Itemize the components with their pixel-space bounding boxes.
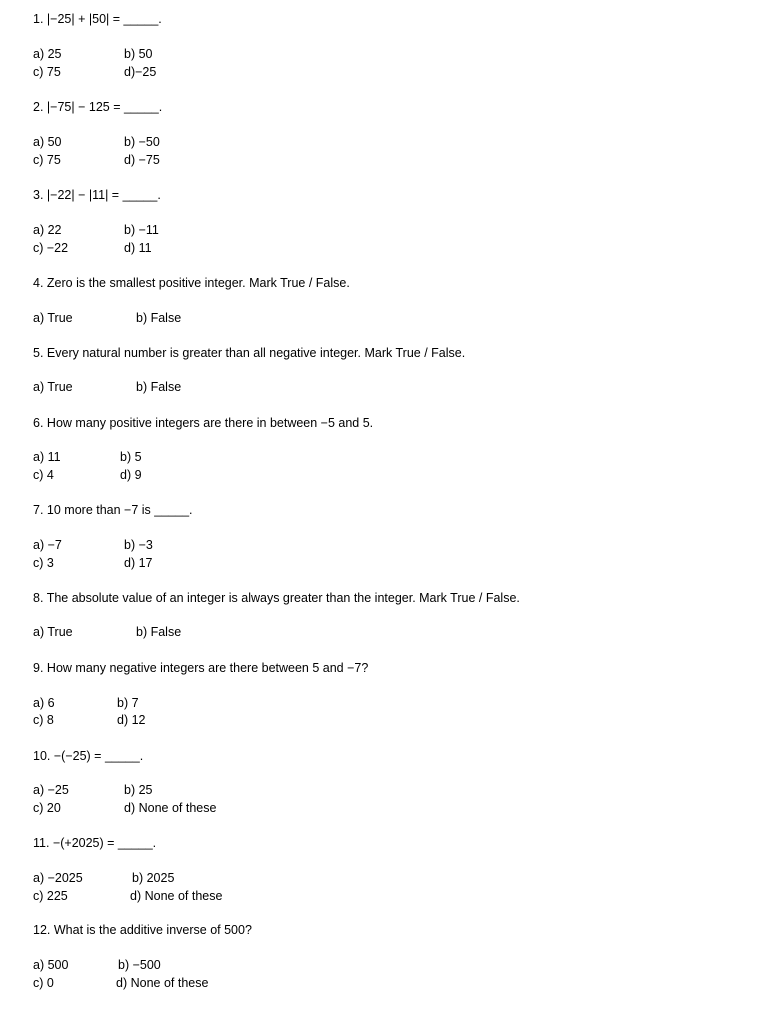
option-a: a) True xyxy=(33,311,73,325)
option-c: c) 8 xyxy=(33,713,54,727)
option-d: d)−25 xyxy=(124,65,157,79)
option-b: b) 7 xyxy=(117,696,139,710)
option-c: c) 0 xyxy=(33,976,54,990)
option-a: a) 500 xyxy=(33,958,69,972)
question-text: 10 more than −7 is _____. xyxy=(46,503,193,517)
question-text: |−75| − 125 = _____. xyxy=(46,100,163,114)
question-8 xyxy=(33,591,520,605)
question-text: −(+2025) = _____. xyxy=(52,836,157,850)
option-b: b) 50 xyxy=(124,47,153,61)
question-2 xyxy=(33,100,162,114)
question-text: Every natural number is greater than all negative integer. Mark True / False. xyxy=(46,346,466,360)
option-b: b) −3 xyxy=(124,538,153,552)
question-12 xyxy=(33,923,252,937)
question-3 xyxy=(33,188,161,202)
question-number: 2. xyxy=(33,100,44,114)
question-number: 5. xyxy=(33,346,44,360)
option-d: d) None of these xyxy=(124,801,217,815)
question-number: 6. xyxy=(33,416,44,430)
option-d: d) 17 xyxy=(124,556,153,570)
option-c: c) −22 xyxy=(33,241,69,255)
option-d: d) −75 xyxy=(124,153,160,167)
option-a: a) 50 xyxy=(33,135,62,149)
question-text: What is the additive inverse of 500? xyxy=(53,923,252,937)
question-number: 9. xyxy=(33,661,44,675)
option-a: a) −2025 xyxy=(33,871,83,885)
question-number: 4. xyxy=(33,276,44,290)
question-number: 1. xyxy=(33,12,44,26)
option-b: b) −50 xyxy=(124,135,160,149)
option-c: c) 75 xyxy=(33,153,61,167)
question-text: |−22| − |11| = _____. xyxy=(46,188,161,202)
option-a: a) True xyxy=(33,625,73,639)
option-b: b) False xyxy=(136,380,182,394)
option-b: b) 5 xyxy=(120,450,142,464)
question-text: How many positive integers are there in between −5 and 5. xyxy=(46,416,374,430)
option-b: b) False xyxy=(136,625,182,639)
option-c: c) 225 xyxy=(33,889,68,903)
question-number: 8. xyxy=(33,591,44,605)
question-text: Zero is the smallest positive integer. Mark True / False. xyxy=(46,276,350,290)
option-a: a) 25 xyxy=(33,47,62,61)
option-b: b) −500 xyxy=(118,958,161,972)
question-6 xyxy=(33,416,373,430)
option-d: d) 12 xyxy=(117,713,146,727)
question-number: 12. xyxy=(33,923,51,937)
question-text: How many negative integers are there between 5 and −7? xyxy=(46,661,369,675)
option-a: a) −25 xyxy=(33,783,69,797)
option-c: c) 4 xyxy=(33,468,54,482)
question-11 xyxy=(33,836,156,850)
question-text: −(−25) = _____. xyxy=(53,749,144,763)
option-b: b) 25 xyxy=(124,783,153,797)
question-text: The absolute value of an integer is always greater than the integer. Mark True / False. xyxy=(46,591,520,605)
option-c: c) 20 xyxy=(33,801,61,815)
option-c: c) 75 xyxy=(33,65,61,79)
question-10 xyxy=(33,749,143,763)
option-a: a) 11 xyxy=(33,450,61,464)
option-d: d) 9 xyxy=(120,468,142,482)
question-7 xyxy=(33,503,193,517)
option-d: d) None of these xyxy=(130,889,223,903)
option-b: b) −11 xyxy=(124,223,159,237)
question-number: 10. xyxy=(33,749,51,763)
option-d: d) None of these xyxy=(116,976,209,990)
question-4 xyxy=(33,276,350,290)
question-number: 11. xyxy=(33,836,50,850)
option-a: a) −7 xyxy=(33,538,62,552)
option-a: a) 6 xyxy=(33,696,55,710)
option-d: d) 11 xyxy=(124,241,152,255)
option-a: a) True xyxy=(33,380,73,394)
option-b: b) False xyxy=(136,311,182,325)
question-number: 3. xyxy=(33,188,44,202)
option-b: b) 2025 xyxy=(132,871,175,885)
question-9 xyxy=(33,661,368,675)
option-a: a) 22 xyxy=(33,223,62,237)
question-1 xyxy=(33,12,162,26)
question-number: 7. xyxy=(33,503,44,517)
option-c: c) 3 xyxy=(33,556,54,570)
question-5 xyxy=(33,346,465,360)
question-text: |−25| + |50| = _____. xyxy=(46,12,162,26)
